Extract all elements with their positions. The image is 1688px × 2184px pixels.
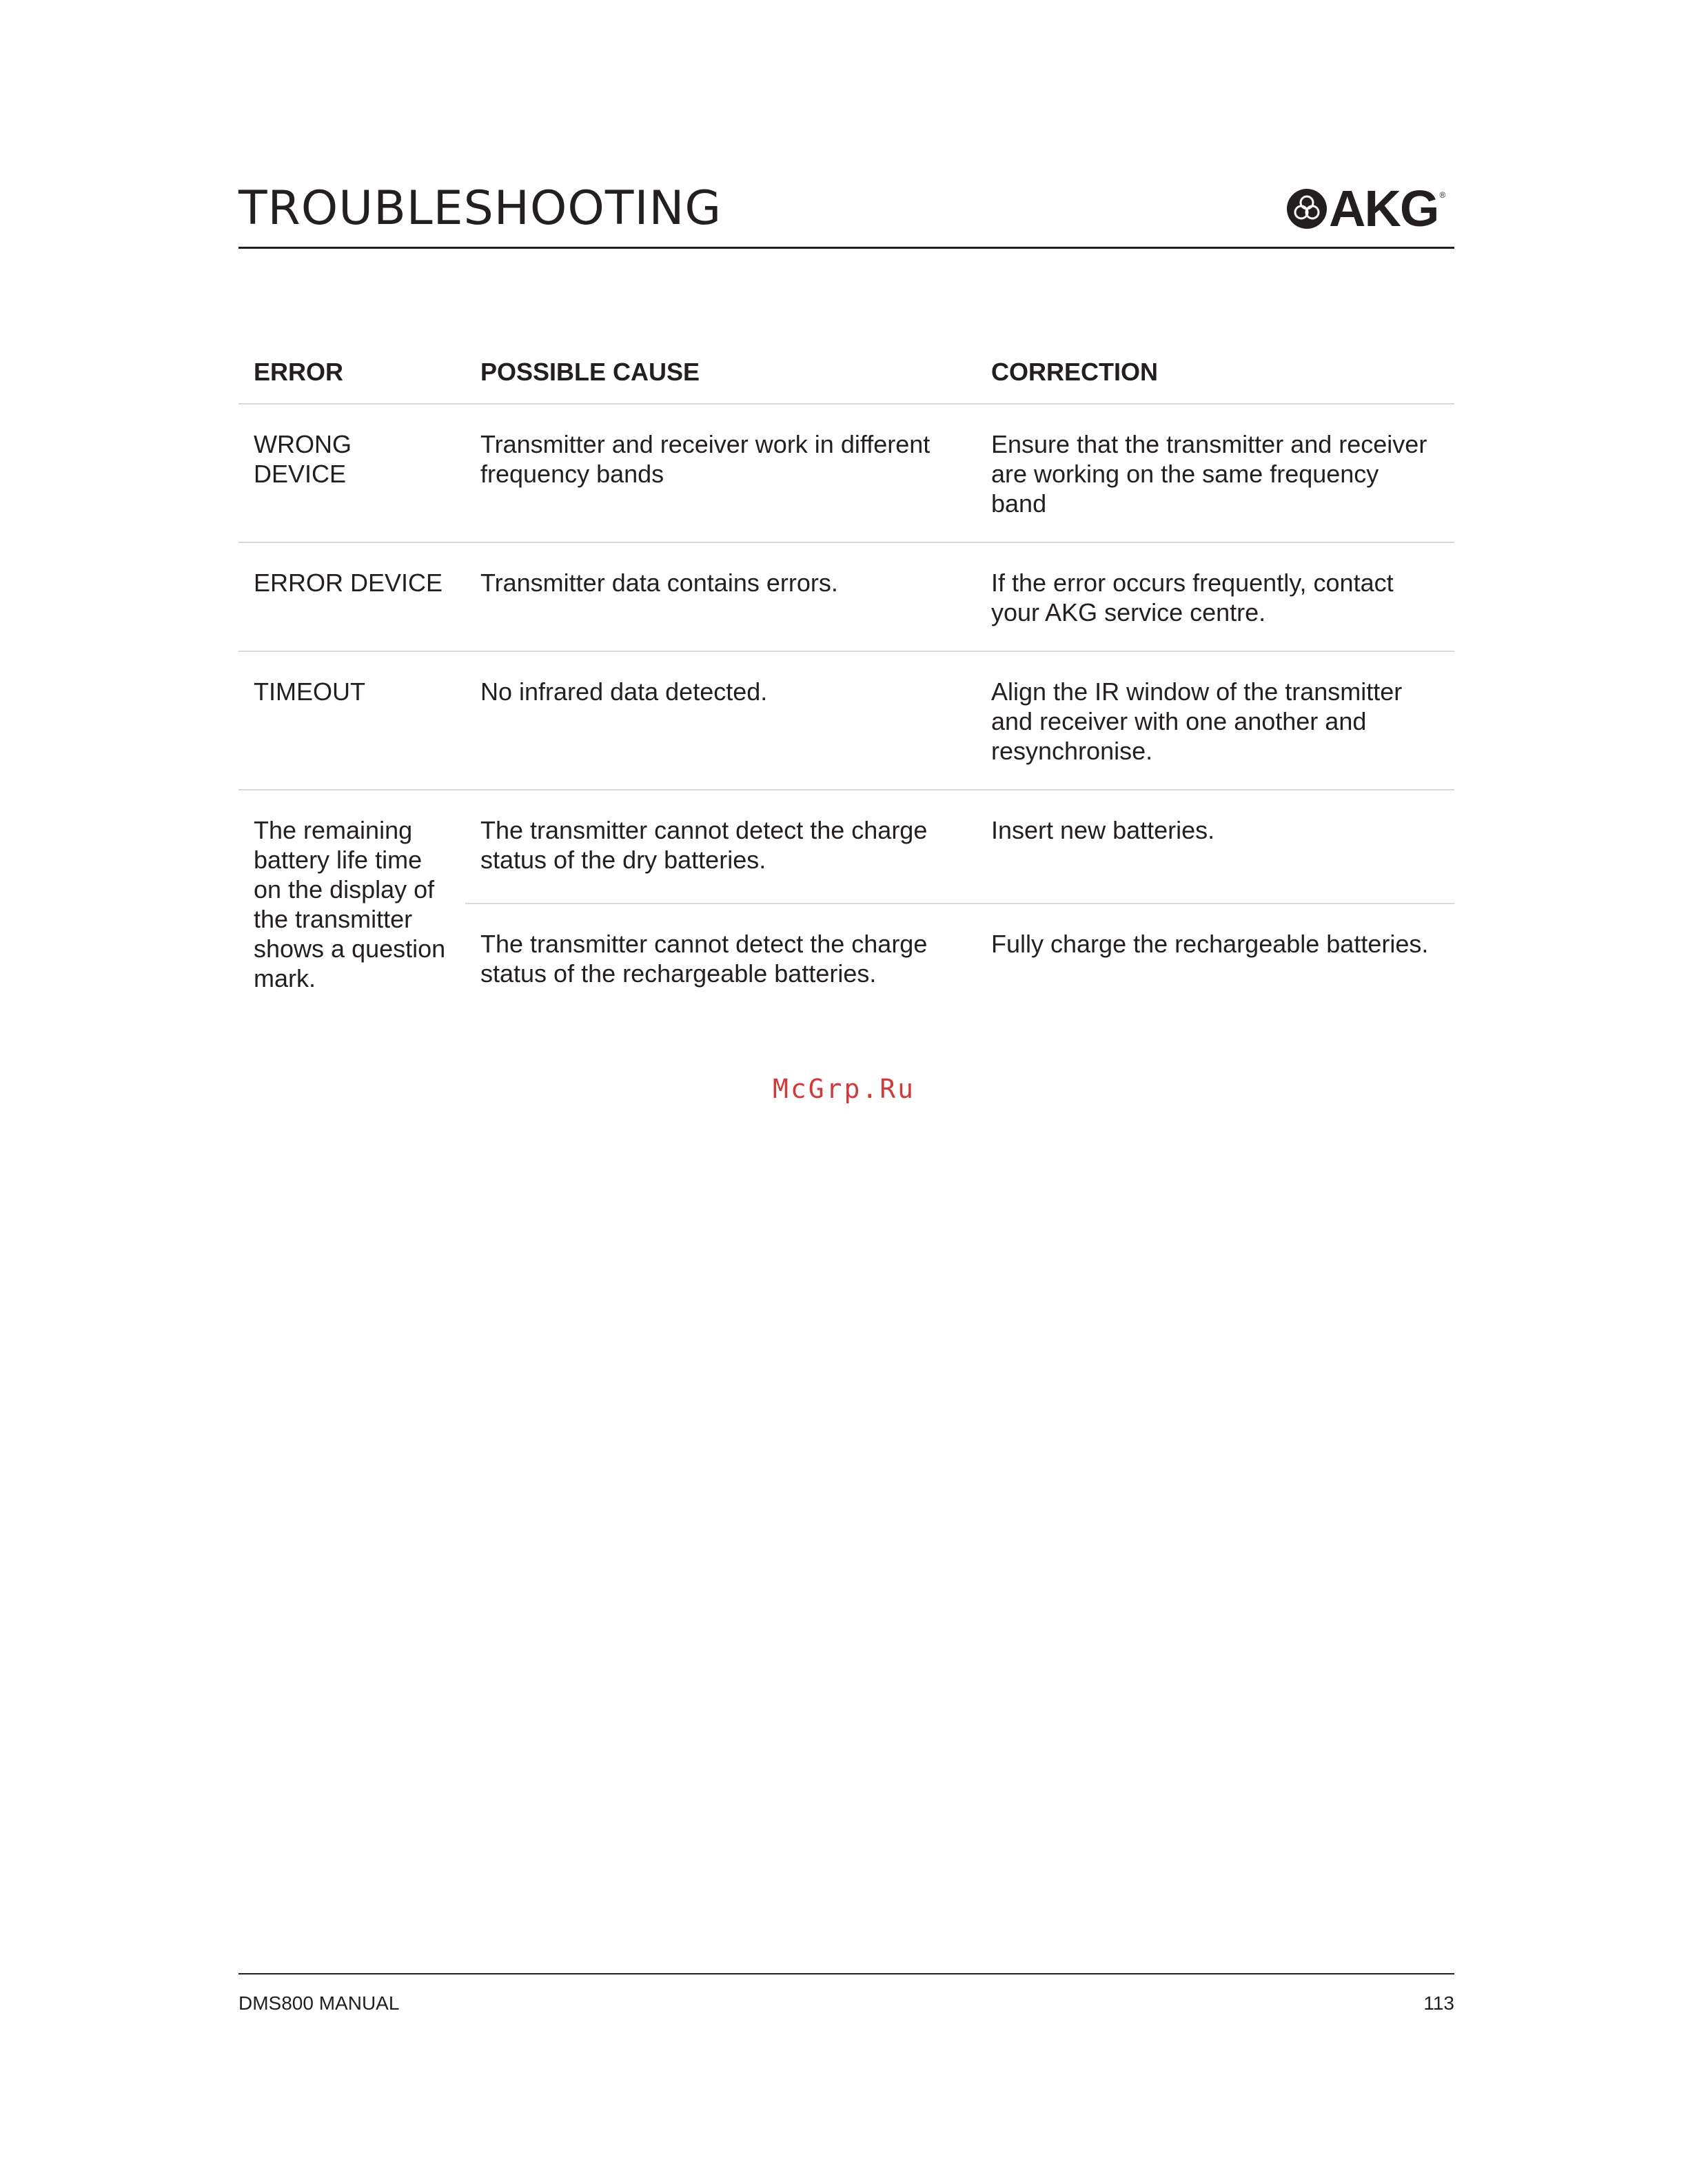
page-number: 113 <box>1423 1992 1454 2014</box>
table-row <box>238 542 1454 651</box>
error-cell: The remaining battery life time on the display of the transmitter shows a question mark. <box>254 816 446 992</box>
registered-mark: ® <box>1439 190 1446 200</box>
footer-rule <box>238 1973 1454 1974</box>
correction-cell: Align the IR window of the transmitter and receiver with one another and resynchronise. <box>976 651 1454 790</box>
column-header-correction: CORRECTION <box>976 345 1454 404</box>
error-cell: ERROR DEVICE <box>238 542 465 651</box>
correction-cell: Fully charge the rechargeable batteries. <box>991 930 1429 959</box>
cause-cell: No infrared data detected. <box>465 651 976 790</box>
correction-cell: Ensure that the transmitter and receiver are working on the same frequency band <box>976 404 1454 542</box>
troubleshooting-table <box>238 345 1454 1017</box>
cause-cell: The transmitter cannot detect the charge status of the rechargeable batteries. <box>480 930 928 988</box>
header-rule <box>238 247 1454 249</box>
column-header-error: ERROR <box>238 345 465 404</box>
correction-cell: Insert new batteries. <box>976 790 1454 904</box>
page-title: TROUBLESHOOTING <box>238 181 722 236</box>
akg-logo <box>1286 180 1446 237</box>
cause-cell: Transmitter data contains errors. <box>465 542 976 651</box>
footer-manual-title: DMS800 MANUAL <box>238 1992 400 2014</box>
table-row <box>238 651 1454 790</box>
error-cell: WRONG DEVICE <box>238 404 465 542</box>
akg-logo-icon <box>1286 188 1328 229</box>
table-header-row <box>238 345 1454 404</box>
table-row <box>238 790 1454 904</box>
error-cell: TIMEOUT <box>238 651 465 790</box>
cause-cell: The transmitter cannot detect the charge status of the dry batteries. <box>465 790 976 904</box>
akg-logo-text: AKG <box>1329 180 1438 237</box>
cause-cell: Transmitter and receiver work in different frequency bands <box>465 404 976 542</box>
column-header-possible-cause: POSSIBLE CAUSE <box>465 345 976 404</box>
table-row <box>238 404 1454 542</box>
correction-cell: If the error occurs frequently, contact your AKG service centre. <box>976 542 1454 651</box>
watermark: McGrp.Ru <box>772 1074 916 1104</box>
